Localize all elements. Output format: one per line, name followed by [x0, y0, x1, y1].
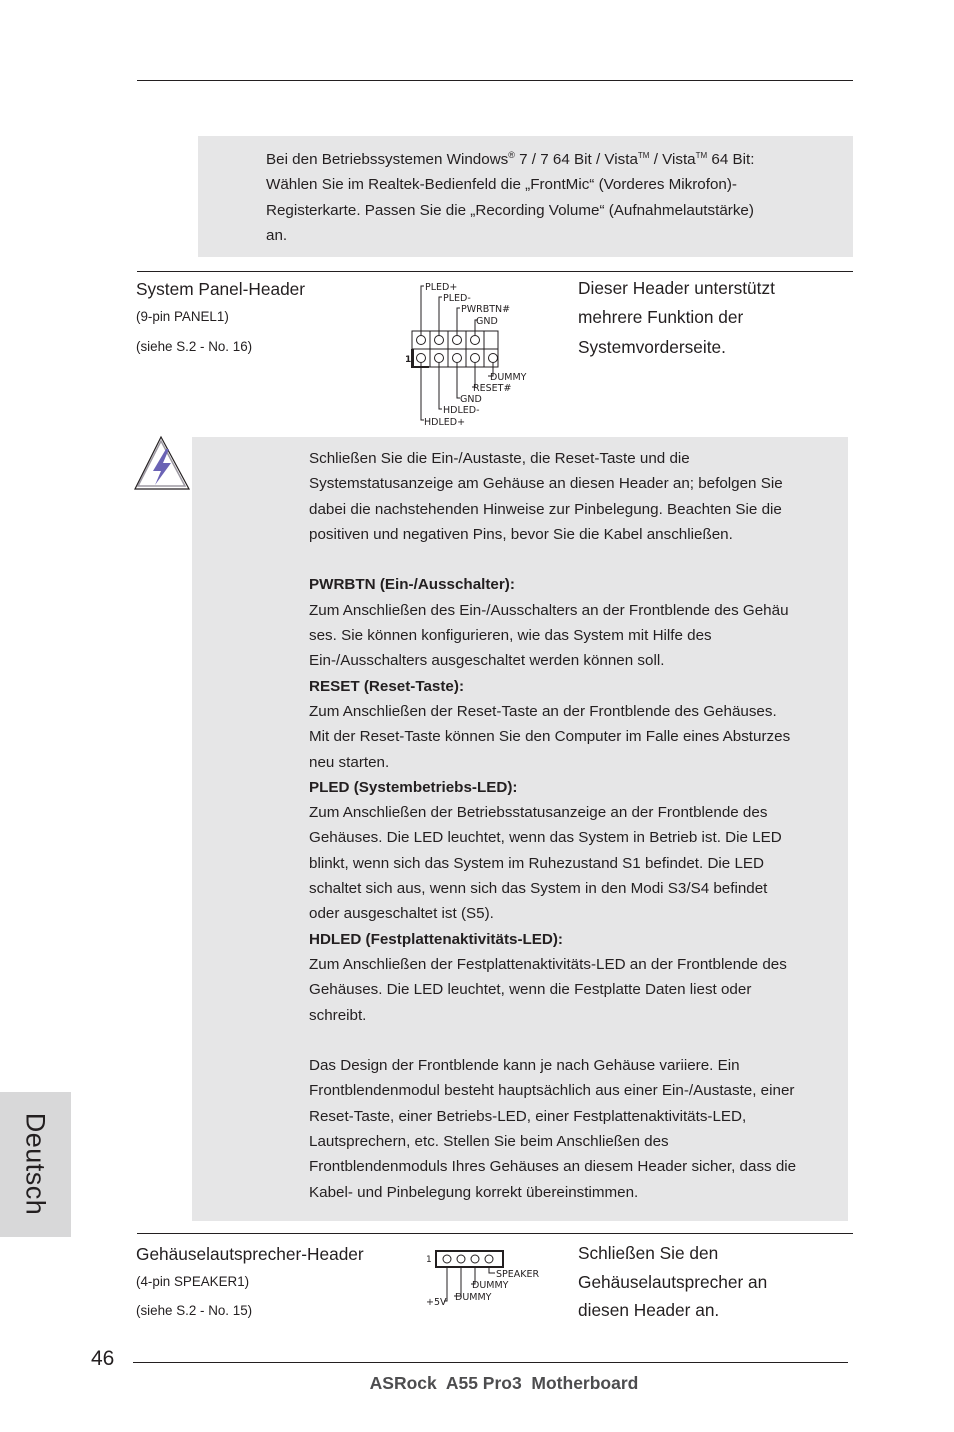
speaker-pin-3: [471, 1255, 479, 1263]
speaker-pin1-label: 1: [426, 1255, 432, 1265]
label-pwrbtn: PWRBTN#: [461, 304, 511, 315]
intro-note-text: [266, 143, 846, 248]
speaker-header-info: [136, 1243, 406, 1320]
pin-top-3: [453, 336, 462, 345]
label-plus5v: +5V: [426, 1297, 447, 1308]
section-heading-reset: RESET (Reset-Taste):: [309, 677, 464, 695]
speaker-desc-line: Gehäuselautsprecher an: [578, 1271, 768, 1292]
panel-header-ref: (siehe S.2 - No. 16): [136, 339, 253, 354]
tm-mark: TM: [637, 151, 650, 160]
section-line: Gehäuses. Die LED leuchtet, wenn das System in Betrieb ist. Die LED: [309, 829, 782, 847]
warning-outro-line: Frontblendenmoduls Ihres Gehäuses an diesem Header sicher, dass die: [309, 1158, 797, 1176]
pin-bottom-1: [417, 354, 426, 363]
section-heading-pled: PLED (Systembetriebs-LED):: [309, 778, 518, 796]
top-rule: [137, 80, 853, 81]
label-pled-minus: PLED-: [443, 293, 471, 304]
panel-header-pins: (9-pin PANEL1): [136, 309, 229, 324]
speaker-desc-line: diesen Header an.: [578, 1300, 720, 1320]
section-line: Zum Anschließen der Betriebsstatusanzeige an der Frontblende des: [309, 804, 768, 822]
warning-intro-line: Schließen Sie die Ein-/Austaste, die Reset-Taste und die: [309, 450, 690, 467]
panel-header-info: [136, 278, 396, 356]
warning-outro-line: Kabel- und Pinbelegung korrekt übereinstimmen.: [309, 1183, 639, 1201]
intro-note-line-2: Wählen Sie im Realtek-Bedienfeld die „FrontMic“ (Vorderes Mikrofon)-: [266, 176, 737, 194]
section-line: schreibt.: [309, 1006, 367, 1024]
panel-header-title: System Panel-Header: [136, 279, 306, 299]
pin-bottom-5: [489, 354, 498, 363]
panel-header-desc: [578, 274, 853, 362]
speaker-header-diagram: [420, 1246, 555, 1310]
panel-header-rule: [137, 271, 853, 272]
label-speaker-dummy-2: DUMMY: [455, 1292, 492, 1303]
section-heading-hdled: HDLED (Festplattenaktivitäts-LED):: [309, 930, 563, 948]
warning-intro-line: Systemstatusanzeige am Gehäuse an diesen Header an; befolgen Sie: [309, 475, 783, 493]
speaker-header-pins: (4-pin SPEAKER1): [136, 1274, 250, 1289]
section-line: neu starten.: [309, 753, 390, 771]
language-side-tab: [0, 1092, 71, 1237]
section-line: ses. Sie können konfigurieren, wie das System mit Hilfe des: [309, 627, 712, 645]
intro-note-line-1: Bei den Betriebssystemen Windows® 7 / 7 64 Bit / Vista™ / Vista™ 64 Bit:: [266, 150, 755, 169]
speaker-header-ref: (siehe S.2 - No. 15): [136, 1303, 253, 1318]
section-line: Zum Anschließen der Reset-Taste an der Frontblende des Gehäuses.: [309, 702, 777, 720]
tm-mark: TM: [695, 151, 708, 160]
page-number: 46: [91, 1347, 115, 1370]
intro-note-line-4: an.: [266, 226, 288, 244]
warning-intro-line: positiven und negativen Pins, bevor Sie die Kabel anschließen.: [309, 525, 733, 543]
label-gnd-top: GND: [476, 316, 498, 327]
footer-product: ASRock A55 Pro3 Motherboard: [369, 1373, 639, 1393]
intro-note-line-3: Registerkarte. Passen Sie die „Recording Volume“ (Aufnahmelautstärke): [266, 201, 754, 219]
label-speaker: SPEAKER: [496, 1269, 540, 1280]
section-heading-pwrbtn: PWRBTN (Ein-/Ausschalter):: [309, 576, 515, 594]
section-line: blinkt, wenn sich das System im Ruhezustand S1 befindet. Die LED: [309, 854, 765, 872]
footer-rule: [133, 1362, 848, 1363]
panel-desc-line: Systemvorderseite.: [578, 336, 726, 357]
speaker-pin-4: [485, 1255, 493, 1263]
warning-outro-line: Lautsprechern, etc. Stellen Sie beim Anschließen des: [309, 1133, 669, 1151]
label-speaker-dummy-1: DUMMY: [472, 1280, 509, 1291]
registered-mark: ®: [508, 150, 515, 160]
panel-desc-line: Dieser Header unterstützt: [578, 278, 775, 298]
pin-top-1: [417, 336, 426, 345]
section-line: Ein-/Ausschalters ausgeschaltet werden können soll.: [309, 652, 665, 670]
speaker-header-desc: [578, 1239, 853, 1325]
pin-bottom-2: [435, 354, 444, 363]
label-hdled-minus: HDLED-: [443, 405, 480, 416]
pin1-marker: [411, 349, 414, 368]
language-side-tab-label: Deutsch: [20, 1112, 51, 1216]
pin-bottom-4: [471, 354, 480, 363]
speaker-header-rule: [137, 1233, 853, 1234]
warning-note-text: [309, 446, 849, 1205]
section-line: Mit der Reset-Taste können Sie den Computer im Falle eines Absturzes: [309, 728, 791, 746]
speaker-pin-1: [443, 1255, 451, 1263]
label-pled-plus: PLED+: [425, 282, 458, 293]
pin-bottom-3: [453, 354, 462, 363]
warning-icon: [133, 435, 193, 493]
speaker-pin-2: [457, 1255, 465, 1263]
label-gnd-bottom: GND: [460, 394, 482, 405]
panel-desc-line: mehrere Funktion der: [578, 307, 744, 328]
pin-top-4: [471, 336, 480, 345]
warning-intro-line: dabei die nachstehenden Hinweise zur Pinbelegung. Beachten Sie die: [309, 500, 782, 518]
section-line: Gehäuses. Die LED leuchtet, wenn die Festplatte Daten liest oder: [309, 981, 752, 999]
pin-top-2: [435, 336, 444, 345]
section-line: schaltet sich aus, wenn sich das System in den Modi S3/S4 befindet: [309, 880, 768, 898]
label-hdled-plus: HDLED+: [424, 417, 466, 428]
section-line: Zum Anschließen der Festplattenaktivitäts-LED an der Frontblende des: [309, 955, 787, 973]
panel-header-diagram: [400, 278, 550, 430]
section-line: oder ausgeschaltet ist (S5).: [309, 905, 494, 923]
warning-outro-line: Das Design der Frontblende kann je nach Gehäuse variiere. Ein: [309, 1057, 740, 1075]
warning-outro-line: Reset-Taste, einer Betriebs-LED, einer Festplattenaktivitäts-LED,: [309, 1107, 747, 1125]
section-line: Zum Anschließen des Ein-/Ausschalters an der Frontblende des Gehäu: [309, 601, 789, 619]
pin1-label: 1: [405, 355, 412, 365]
label-reset: RESET#: [473, 383, 512, 394]
speaker-header-title: Gehäuselautsprecher-Header: [136, 1244, 364, 1264]
speaker-desc-line: Schließen Sie den: [578, 1243, 719, 1263]
warning-outro-line: Frontblendenmodul besteht hauptsächlich aus einer Ein-/Austaste, einer: [309, 1082, 795, 1100]
label-dummy: DUMMY: [490, 372, 527, 383]
